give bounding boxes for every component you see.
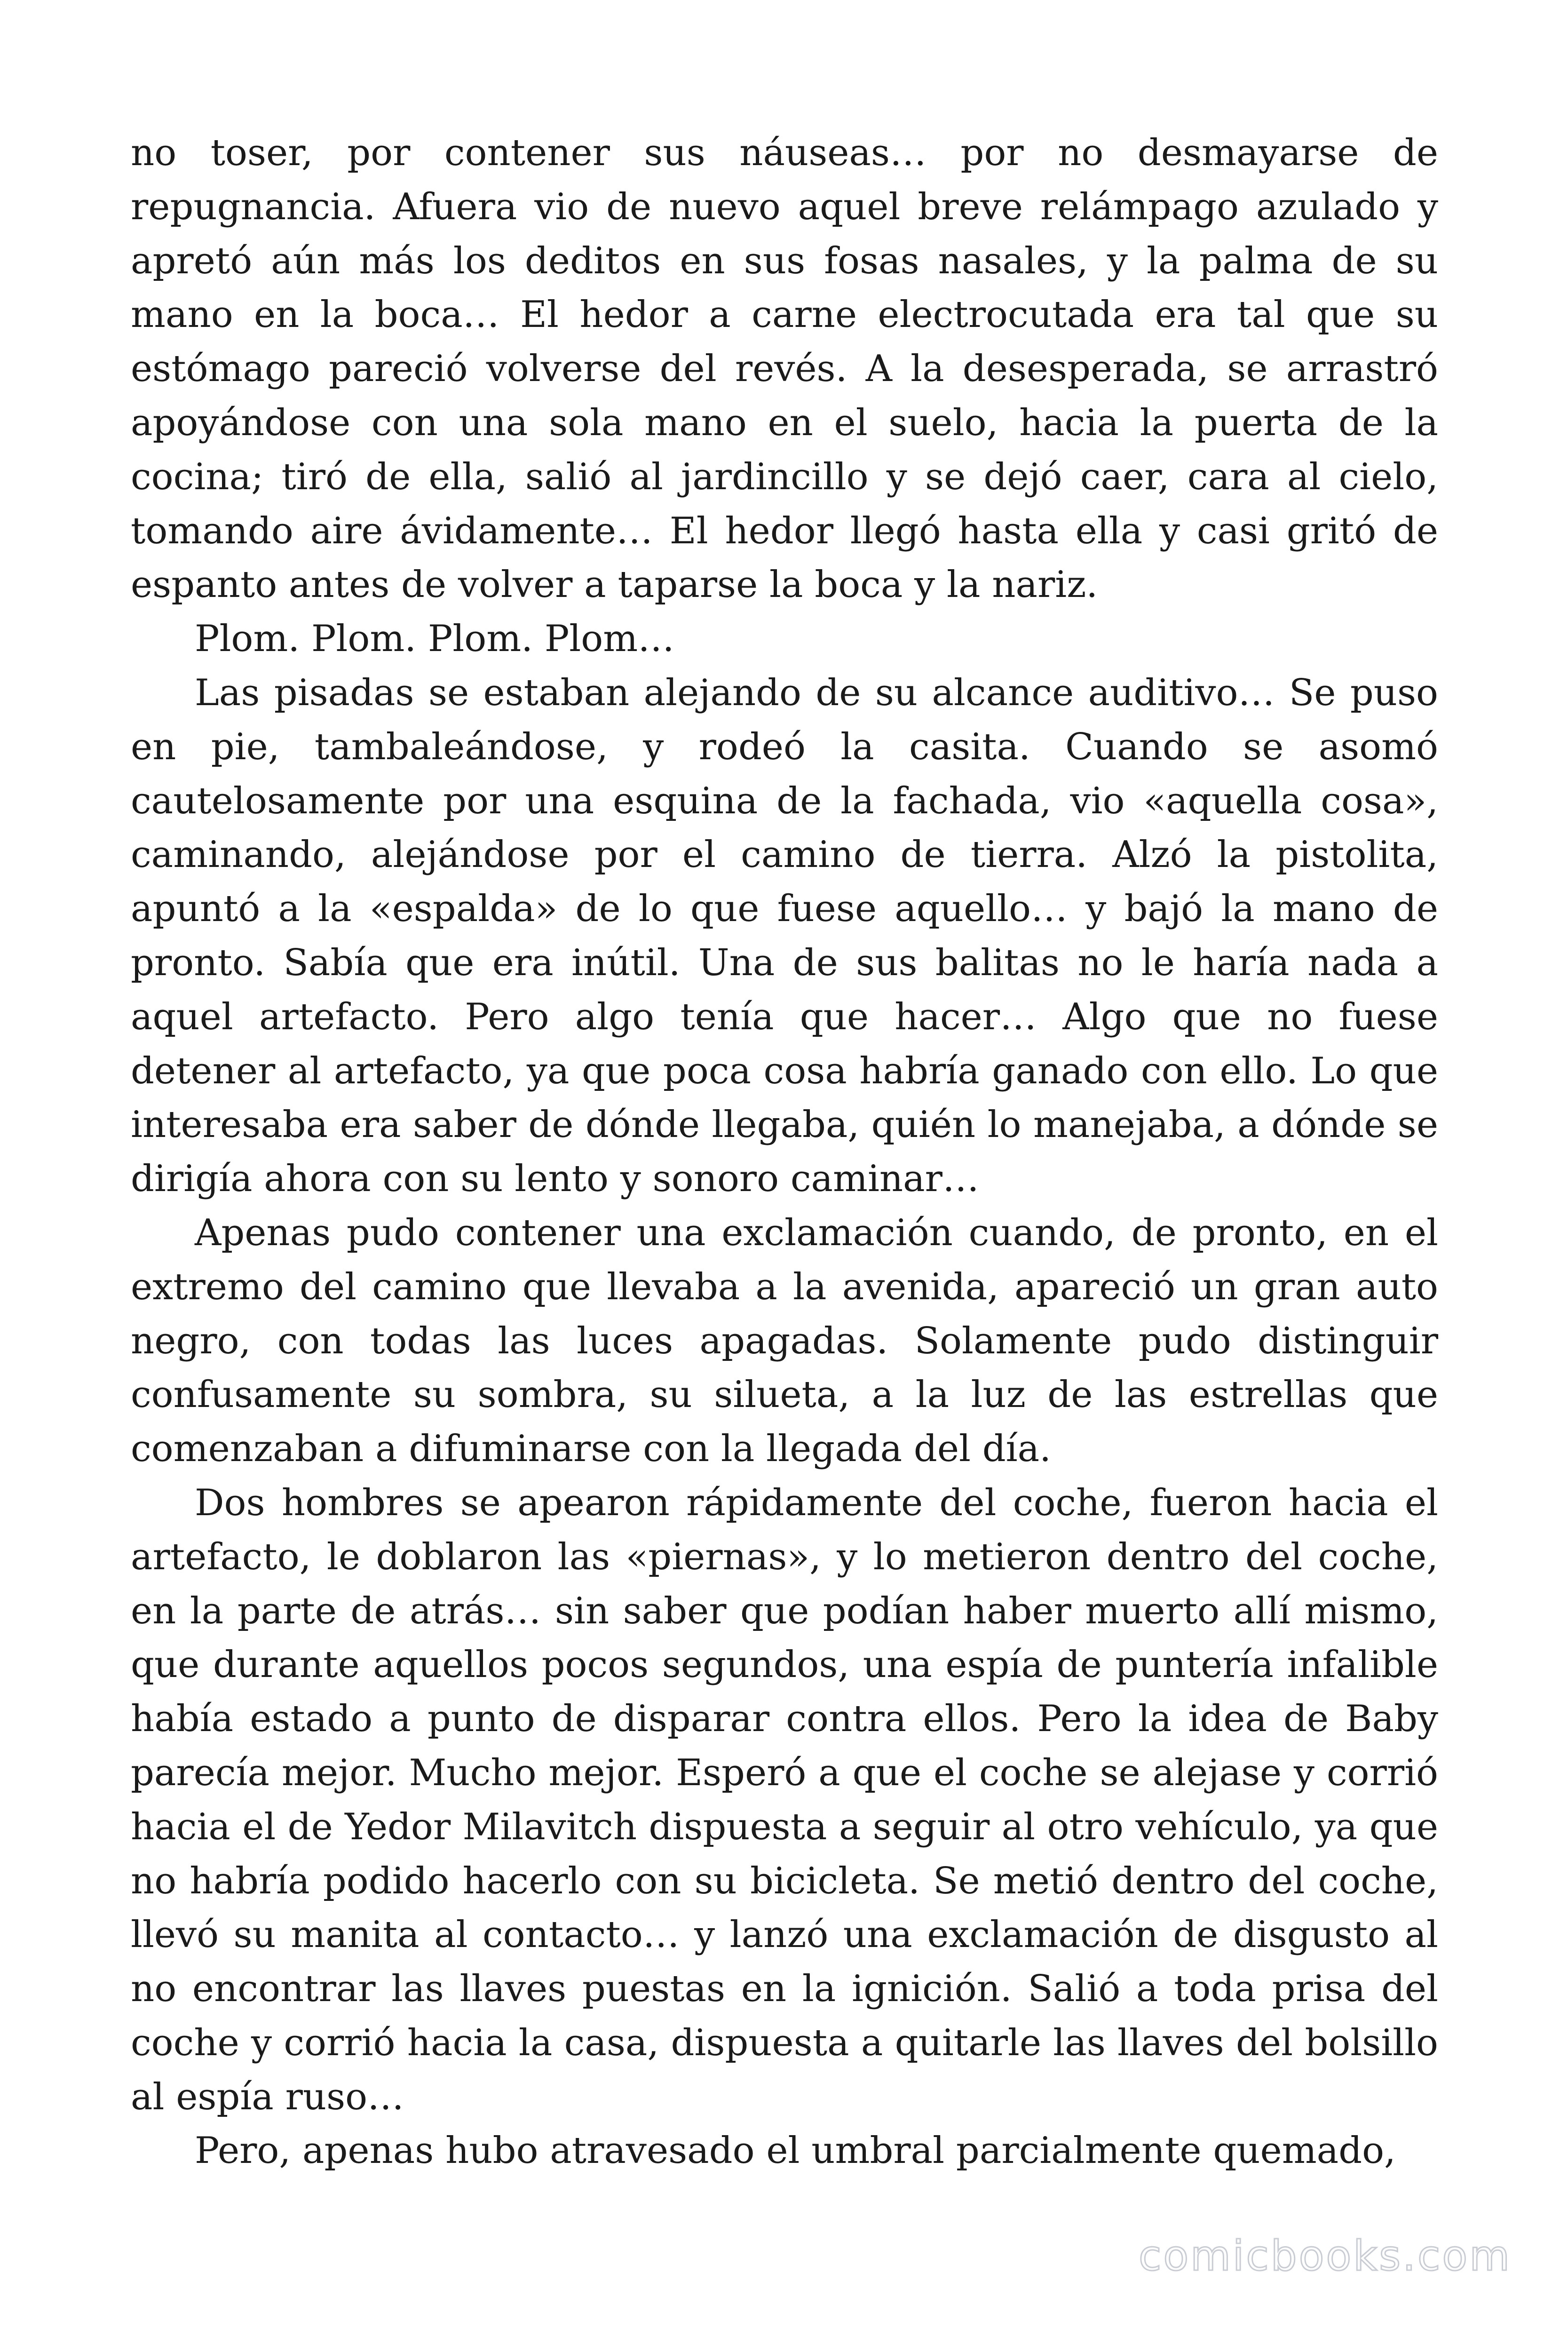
paragraph-5: Dos hombres se apearon rápidamente del coche, fueron hacia el artefacto, le doblaron las «piernas», y lo metieron dentro del coche, en la parte de atrás… sin saber que podían haber muerto allí mismo, que durante aquellos pocos segundos, una espía de puntería infalible había estado a punto de disparar contra ellos. Pero la idea de Baby parecía mejor. Mucho mejor. Esperó a que el coche se alejase y corrió hacia el de Yedor Milavitch dispuesta a seguir al otro vehículo, ya que no habría podido hacerlo con su bicicleta. Se metió dentro del coche, llevó su manita al contacto… y lanzó una exclamación de disgusto al no encontrar las llaves puestas en la ignición. Salió a toda prisa del coche y corrió hacia la casa, dispuesta a quitarle las llaves del bolsillo al espía ruso…: [131, 1481, 1438, 2118]
paragraph-4: Apenas pudo contener una exclamación cuando, de pronto, en el extremo del camino que llevaba a la avenida, apareció un gran auto negro, con todas las luces apagadas. Solamente pudo distinguir confusamente su sombra, su silueta, a la luz de las estrellas que comenzaban a difuminarse con la llegada del día.: [131, 1211, 1438, 1470]
watermark: comicbooks.com: [1138, 2232, 1512, 2280]
paragraph-6: Pero, apenas hubo atravesado el umbral parcialmente quemado,: [195, 2130, 1396, 2172]
paragraph-3: Las pisadas se estaban alejando de su alcance auditivo… Se puso en pie, tambaleándose, y rodeó la casita. Cuando se asomó cautelosamente por una esquina de la fachada, vio «aquella cosa», caminando, alejándose por el camino de tierra. Alzó la pistolita, apuntó a la «espalda» de lo que fuese aquello… y bajó la mano de pronto. Sabía que era inútil. Una de sus balitas no le haría nada a aquel artefacto. Pero algo tenía que hacer… Algo que no fuese detener al artefacto, ya que poca cosa habría ganado con ello. Lo que interesaba era saber de dónde llegaba, quién lo manejaba, a dónde se dirigía ahora con su lento y sonoro caminar…: [131, 671, 1438, 1200]
paragraph-1: no toser, por contener sus náuseas… por no desmayarse de repugnancia. Afuera vio de nuevo aquel breve relámpago azulado y apretó aún más los deditos en sus fosas nasales, y la palma de su mano en la boca… El hedor a carne electrocutada era tal que su estómago pareció volverse del revés. A la desesperada, se arrastró apoyándose con una sola mano en el suelo, hacia la puerta de la cocina; tiró de ella, salió al jardincillo y se dejó caer, cara al cielo, tomando aire ávidamente… El hedor llegó hasta ella y casi gritó de espanto antes de volver a taparse la boca y la nariz.: [131, 132, 1438, 606]
paragraph-2: Plom. Plom. Plom. Plom…: [195, 618, 675, 660]
page-body: [131, 126, 1438, 2178]
